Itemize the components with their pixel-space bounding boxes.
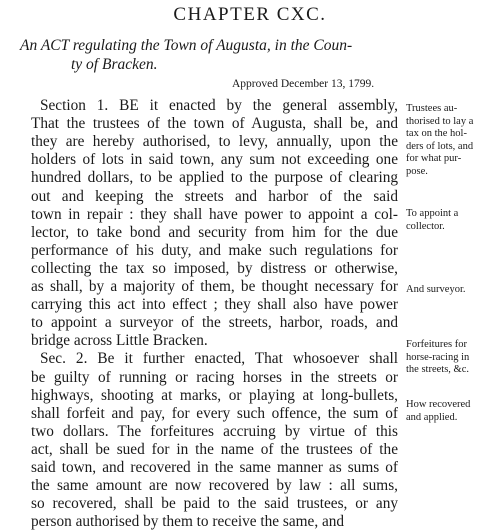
body-line: so recovered, shall be paid to the said trustees, or any [31, 495, 398, 513]
body-line: holders of lots in said town, any sum not exceeding one [31, 151, 398, 169]
margin-note-line: Forfeitures for [406, 339, 467, 350]
margin-note-line: for what pur- [406, 153, 462, 164]
body-line: act, shall be sued for in the name of the trustees of the [31, 440, 398, 458]
body-line: hundred dollars, to be applied to the purpose of clearing [31, 169, 398, 187]
body-line: said town, and recovered in the same manner as sums of [31, 459, 398, 476]
body-line: performance of his duty, and make such regulations for [31, 241, 398, 259]
margin-note-line: How recovered [406, 399, 471, 410]
margin-note-line: To appoint a [406, 208, 459, 219]
body-line: That the trustees of the town of Augusta, shall be, and [31, 115, 398, 133]
body-line: to appoint a surveyor of the streets, harbor, roads, and [31, 314, 398, 332]
approved-date: Approved December 13, 1799. [232, 78, 375, 90]
margin-note-line: ders of lots, and [406, 140, 474, 152]
margin-note-line: the streets, &c. [406, 364, 469, 375]
body-line: Sec. 2. Be it further enacted, That whosoever shall [40, 350, 398, 368]
body-line: the same amount are now recovered by law : all sums, [31, 477, 398, 495]
chapter-title: CHAPTER CXC. [173, 4, 327, 25]
body-line: highways, shooting at marks, or playing at long-bullets, [31, 386, 398, 404]
body-line: be guilty of running or racing horses in the streets or [31, 368, 398, 386]
body-line: person authorised by them to receive the same, and [31, 513, 345, 531]
body-line: Section 1. BE it enacted by the general assembly, [40, 97, 398, 114]
act-title-line-2: ty of Bracken. [71, 56, 158, 73]
body-line: carrying this act into effect ; they shall also have power [31, 296, 398, 314]
margin-note-line: pose. [406, 165, 428, 177]
margin-note [406, 284, 496, 297]
margin-note-line: Trustees au- [406, 103, 458, 114]
act-title-line-1: An ACT regulating the Town of Augusta, in the Coun- [20, 37, 353, 54]
margin-note [406, 208, 496, 233]
margin-note [406, 103, 496, 178]
body-line: two dollars. The forfeitures accruing by virtue of this [31, 422, 398, 440]
body-line: out and keeping the streets and harbor of the said [31, 187, 398, 205]
body-line: they are hereby authorised, to levy, annually, upon the [31, 133, 398, 151]
body-line: as shall, by a majority of them, be thought necessary for [31, 278, 398, 295]
margin-note-line: thorised to lay a [406, 115, 474, 127]
body-line: bridge across Little Bracken. [31, 332, 208, 350]
margin-note [406, 399, 496, 424]
margin-note-line: horse-racing in [406, 351, 470, 363]
margin-note-line: And surveyor. [406, 284, 466, 295]
body-line: lector, to take bond and security from him for the due [31, 223, 398, 241]
body-line: town in repair : they shall have power to appoint a col- [31, 205, 398, 223]
body-line: collecting the tax so imposed, by distress or otherwise, [31, 259, 398, 277]
body-line: shall forfeit and pay, for every such offence, the sum of [31, 404, 398, 422]
margin-note-line: tax on the hol- [406, 128, 467, 139]
margin-note [406, 339, 496, 377]
margin-note-line: and applied. [406, 411, 458, 423]
margin-note-line: collector. [406, 220, 445, 232]
